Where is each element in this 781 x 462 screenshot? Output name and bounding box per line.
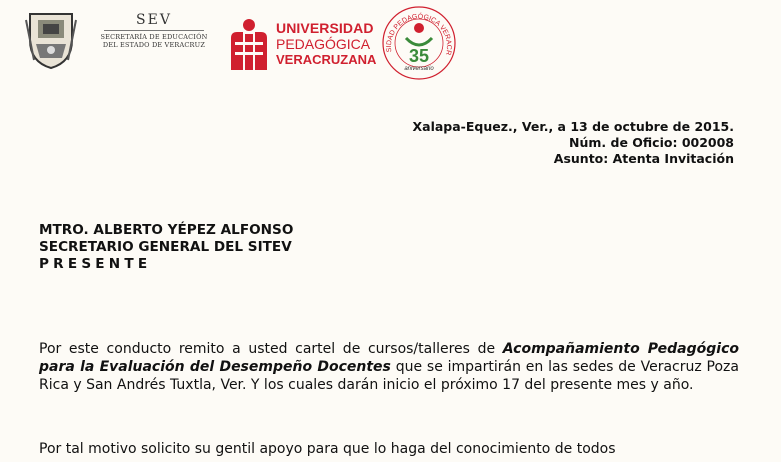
reference-block xyxy=(413,119,735,167)
presente-label: PRESENTE xyxy=(39,256,152,272)
upv-line3: VERACRUZANA xyxy=(276,52,377,67)
body-paragraph-2: Por tal motivo solicito su gentil apoyo para que lo haga del conocimiento de todos xyxy=(39,441,616,457)
sev-subtitle-line1: SECRETARÍA DE EDUCACIÓN xyxy=(100,33,208,41)
place-date: Xalapa-Equez., Ver., a 13 de octubre de 2015. xyxy=(412,119,734,134)
p1-text-before: Por este conducto remito a usted cartel de cursos/talleres de xyxy=(39,341,503,357)
p1-text-after: que se impartirán en las sedes de Veracruz Poza Rica y San Andrés Tuxtla, Ver. Y los cuales darán inicio el próximo 17 del presente mes y año. xyxy=(39,358,739,393)
oficio-number: 002008 xyxy=(681,135,734,150)
upv-logo-text xyxy=(276,20,377,68)
addressee-name: MTRO. ALBERTO YÉPEZ ALFONSO xyxy=(39,222,294,238)
asunto-text: Atenta Invitación xyxy=(612,151,734,166)
addressee-position: SECRETARIO GENERAL DEL SITEV xyxy=(39,239,292,255)
sev-title: SEV xyxy=(136,12,172,28)
asunto-row xyxy=(413,151,735,167)
upv-emblem-icon xyxy=(229,18,269,72)
sev-subtitle-line2: DEL ESTADO DE VERACRUZ xyxy=(102,41,206,49)
course-title-emphasis: Acompañamiento Pedagógico para la Evaluación del Desempeño Docentes xyxy=(39,341,739,375)
sev-logo xyxy=(98,12,210,62)
oficio-label: Núm. de Oficio: xyxy=(569,135,678,150)
upv-line1: UNIVERSIDAD xyxy=(276,20,374,36)
asunto-label: Asunto: xyxy=(553,151,609,166)
anniversary-seal-logo xyxy=(380,4,458,82)
upv-line2: PEDAGÓGICA xyxy=(276,36,371,52)
anniversary-label: aniversario xyxy=(404,66,434,72)
anniversary-number: 35 xyxy=(408,46,430,66)
addressee-block xyxy=(39,222,293,273)
anniversary-ring-text: SIDAD PEDAGÓGICA VERACR xyxy=(385,13,453,56)
body-paragraph-1 xyxy=(39,341,739,394)
veracruz-shield-logo xyxy=(24,10,78,70)
oficio-row xyxy=(413,135,735,151)
sev-divider xyxy=(104,30,204,31)
